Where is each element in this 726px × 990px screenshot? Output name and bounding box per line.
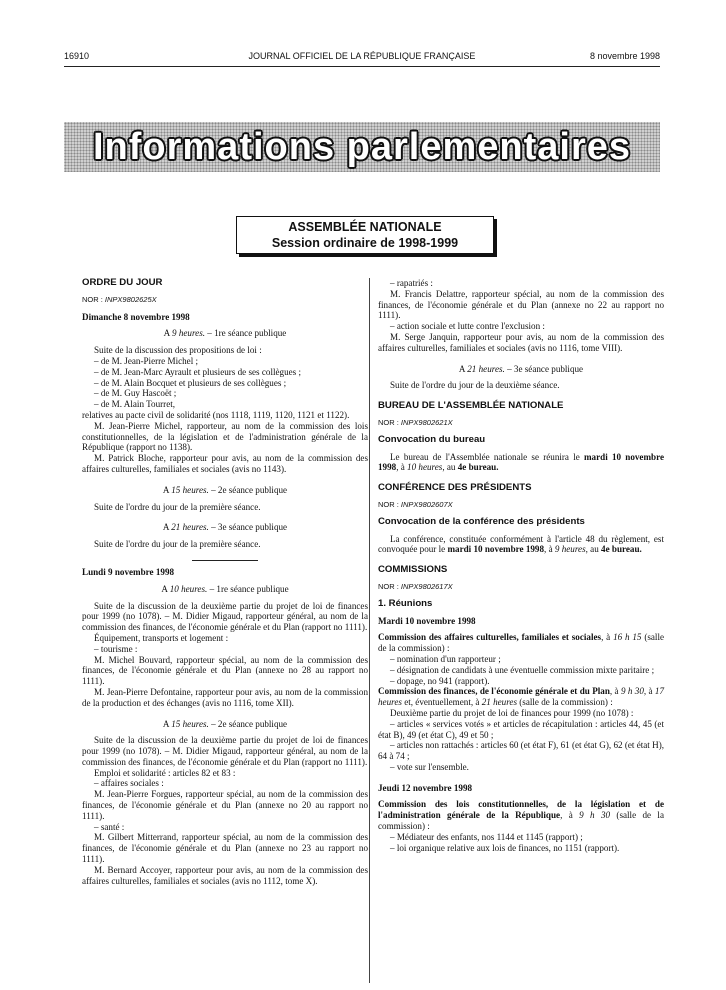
list-item: – Médiateur des enfants, nos 1144 et 1145 (rapport) ; bbox=[390, 831, 583, 842]
paragraph: M. Francis Delattre, rapporteur spécial, au nom de la commission des finances, de l'économie générale et du Plan (annexe no 22 au rapport no 1111). bbox=[378, 288, 664, 321]
column-divider bbox=[369, 278, 370, 983]
right-column bbox=[378, 278, 664, 853]
list-item: – de M. Alain Bocquet et plusieurs de ses collègues ; bbox=[94, 377, 287, 388]
list-item: – de M. Alain Tourret, bbox=[94, 399, 176, 410]
session-line: A 9 heures. – 1re séance publique bbox=[163, 328, 287, 339]
paragraph: M. Bernard Accoyer, rapporteur pour avis, au nom de la commission des affaires culturelles, familiales et sociales (avis no 1112, tome X). bbox=[82, 864, 368, 886]
session-name: Session ordinaire de 1998-1999 bbox=[271, 236, 459, 250]
list-item: – de M. Guy Hascoët ; bbox=[94, 388, 177, 399]
paragraph: Équipement, transports et logement : bbox=[94, 632, 229, 643]
paragraph: M. Gilbert Mitterrand, rapporteur spécial, au nom de la commission des finances, de l'économie générale et du Plan (annexe no 23 au rapport no 1111). bbox=[82, 832, 368, 865]
section-heading: ORDRE DU JOUR bbox=[82, 277, 163, 288]
subsection-heading: Convocation du bureau bbox=[378, 433, 486, 445]
list-item: – santé : bbox=[94, 821, 125, 832]
nor-reference: NOR : INPX9802625X bbox=[82, 294, 157, 304]
paragraph: M. Serge Janquin, rapporteur pour avis, au nom de la commission des affaires culturelles, familiales et sociales (avis no 1116, tome VIII). bbox=[378, 331, 664, 353]
paragraph: Suite de la discussion de la deuxième partie du projet de loi de finances pour 1999 (no 1078). – M. Didier Migaud, rapporteur général, au nom de la commission des finances, de l'économie générale et du Plan (rapport no 1111). bbox=[82, 735, 368, 767]
session-line: A 21 heures. – 3e séance publique bbox=[458, 363, 584, 374]
list-item: – de M. Jean-Pierre Michel ; bbox=[94, 355, 199, 366]
list-item: – rapatriés : bbox=[390, 278, 433, 288]
paragraph: M. Michel Bouvard, rapporteur spécial, au nom de la commission des finances, de l'économie générale et du Plan (annexe no 28 au rapport no 1111). bbox=[82, 654, 368, 687]
section-heading: CONFÉRENCE DES PRÉSIDENTS bbox=[378, 482, 532, 494]
day-heading: Lundi 9 novembre 1998 bbox=[82, 566, 175, 577]
paragraph: Emploi et solidarité : articles 82 et 83 : bbox=[94, 767, 236, 778]
paragraph: Suite de la discussion de la deuxième partie du projet de loi de finances pour 1999 (no 1078). – M. Didier Migaud, rapporteur général, au nom de la commission des finances, de l'économie générale et du Plan (rapport no 1111). bbox=[82, 600, 368, 633]
paragraph: Commission des affaires culturelles, familiales et sociales, à 16 h 15 (salle de la commission) : bbox=[378, 632, 665, 654]
paragraph: relatives au pacte civil de solidarité (nos 1118, 1119, 1120, 1121 et 1122). bbox=[82, 409, 350, 420]
day-heading: Jeudi 12 novembre 1998 bbox=[378, 782, 473, 793]
journal-title: JOURNAL OFFICIEL DE LA RÉPUBLIQUE FRANÇAISE bbox=[248, 51, 476, 61]
list-item: – nomination d'un rapporteur ; bbox=[390, 653, 501, 664]
list-item: – vote sur l'ensemble. bbox=[390, 761, 469, 772]
nor-reference: NOR : INPX9802607X bbox=[378, 499, 453, 509]
day-heading: Dimanche 8 novembre 1998 bbox=[82, 311, 190, 322]
paragraph: Suite de la discussion des propositions de loi : bbox=[94, 345, 262, 356]
assembly-name: ASSEMBLÉE NATIONALE bbox=[288, 220, 442, 234]
assembly-box bbox=[236, 216, 494, 254]
paragraph: M. Jean-Pierre Defontaine, rapporteur pour avis, au nom de la commission de la production et des échanges (avis no 1116, tome XII). bbox=[82, 686, 368, 708]
list-item: – désignation de candidats à une éventuelle commission mixte paritaire ; bbox=[390, 664, 655, 675]
page-number: 16910 bbox=[64, 51, 90, 61]
paragraph: Commission des finances, de l'économie générale et du Plan, à 9 h 30, à 17 heures et, éventuellement, à 21 heures (salle de la commission) : bbox=[378, 686, 665, 708]
session-line: A 15 heures. – 2e séance publique bbox=[162, 484, 288, 495]
day-heading: Mardi 10 novembre 1998 bbox=[378, 615, 476, 626]
section-heading: BUREAU DE L'ASSEMBLÉE NATIONALE bbox=[378, 400, 564, 412]
list-item: – action sociale et lutte contre l'exclusion : bbox=[390, 321, 545, 332]
subsection-heading: Convocation de la conférence des présidents bbox=[378, 515, 585, 527]
section-heading: COMMISSIONS bbox=[378, 564, 448, 576]
list-item: – loi organique relative aux lois de finances, no 1151 (rapport). bbox=[390, 842, 620, 853]
nor-reference: NOR : INPX9802621X bbox=[378, 417, 453, 427]
paragraph: M. Patrick Bloche, rapporteur pour avis, au nom de la commission des affaires culturelles, familiales et sociales (avis no 1143). bbox=[82, 453, 368, 474]
list-item: – tourisme : bbox=[94, 643, 138, 654]
list-item: – dopage, no 941 (rapport). bbox=[390, 675, 490, 686]
paragraph: Suite de l'ordre du jour de la deuxième séance. bbox=[390, 380, 560, 391]
list-item: – articles non rattachés : articles 60 (et état F), 61 (et état G), 62 (et état H), 64 à 74 ; bbox=[378, 740, 664, 762]
session-line: A 10 heures. – 1re séance publique bbox=[161, 583, 289, 594]
paragraph: M. Jean-Pierre Forgues, rapporteur spécial, au nom de la commission des finances, de l'économie générale et du Plan (annexe no 20 au rapport no 1111). bbox=[82, 789, 368, 821]
subsection-heading: 1. Réunions bbox=[378, 597, 433, 609]
session-line: A 21 heures. – 3e séance publique bbox=[162, 522, 288, 533]
paragraph: M. Jean-Pierre Michel, rapporteur, au nom de la commission des lois constitutionnelles, de la législation et de l'administration générale de la République (rapport no 1138). bbox=[82, 420, 368, 453]
running-header bbox=[64, 51, 660, 65]
session-line: A 15 heures. – 2e séance publique bbox=[162, 718, 288, 729]
list-item: – affaires sociales : bbox=[94, 778, 164, 789]
paragraph: La conférence, constituée conformément à l'article 48 du règlement, est convoquée pour le mardi 10 novembre 1998, à 9 heures, au 4e bureau. bbox=[378, 533, 664, 555]
nor-reference: NOR : INPX9802617X bbox=[378, 581, 453, 591]
paragraph: Suite de l'ordre du jour de la première séance. bbox=[94, 501, 261, 512]
paragraph: Commission des lois constitutionnelles, de la législation et de l'administration générale de la République, à 9 h 30 (salle de la commission) : bbox=[378, 799, 664, 832]
list-item: – de M. Jean-Marc Ayrault et plusieurs de ses collègues ; bbox=[94, 366, 302, 377]
list-item: – articles « services votés » et articles de récapitulation : articles 44, 45 (et état B), 49 (et état C), 49 et 50 ; bbox=[378, 718, 664, 740]
paragraph: Deuxième partie du projet de loi de finances pour 1999 (no 1078) : bbox=[390, 707, 634, 718]
section-banner bbox=[64, 122, 660, 172]
header-rule bbox=[64, 66, 660, 67]
paragraph: Suite de l'ordre du jour de la première séance. bbox=[94, 539, 261, 550]
issue-date: 8 novembre 1998 bbox=[589, 51, 660, 61]
banner-title: Informations parlementaires bbox=[92, 126, 632, 168]
left-column bbox=[82, 278, 368, 886]
paragraph: Le bureau de l'Assemblée nationale se réunira le mardi 10 novembre 1998, à 10 heures, au 4e bureau. bbox=[378, 451, 664, 473]
